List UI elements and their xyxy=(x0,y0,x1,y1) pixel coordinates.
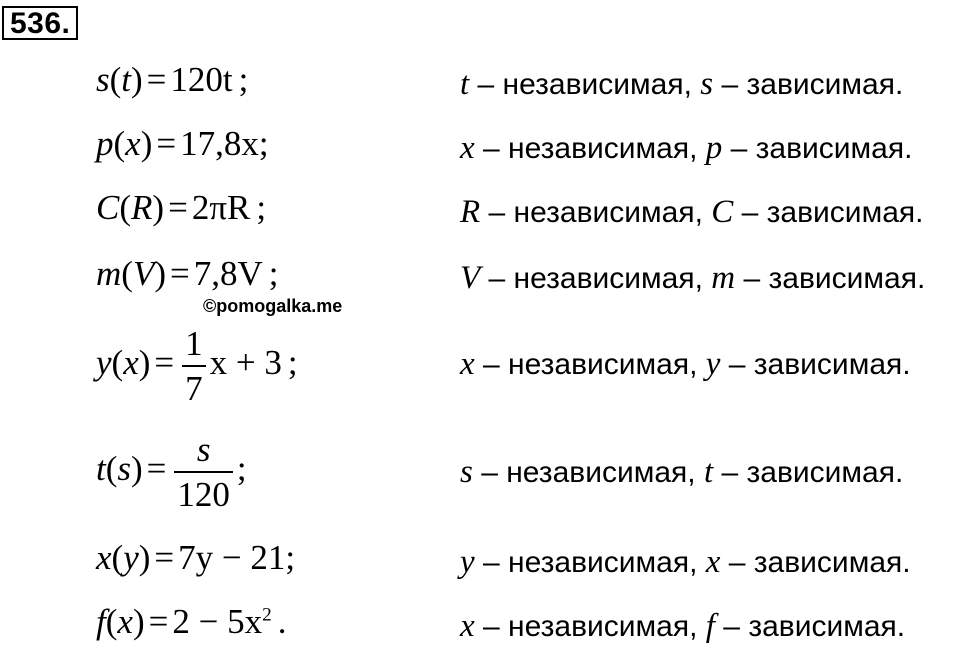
comma: , xyxy=(694,196,703,229)
function-name: s xyxy=(96,60,110,99)
dependent-variable: s xyxy=(700,66,714,102)
dash: – xyxy=(488,262,506,295)
dependent-variable: y xyxy=(705,346,721,382)
dash: – xyxy=(483,132,500,165)
independent-label: независимая xyxy=(502,68,684,101)
variable-description xyxy=(460,66,903,102)
independent-variable: t xyxy=(460,66,470,102)
variable-description xyxy=(460,544,911,580)
argument: R xyxy=(131,188,153,227)
independent-variable: R xyxy=(460,194,481,230)
formula-tail: ; xyxy=(238,60,249,99)
dash: – xyxy=(477,68,495,101)
dependent-label: зависимая. xyxy=(768,262,926,295)
exponent: 2 xyxy=(262,604,272,626)
list-item xyxy=(0,190,960,260)
variable-description xyxy=(460,454,903,490)
formula-rhs: 2 − 5x xyxy=(172,602,263,641)
formula-tail: ; xyxy=(256,188,267,227)
dash: – xyxy=(743,262,761,295)
argument: x xyxy=(125,124,141,163)
formula: y(x) = $\frac{1}{7}$ x + 3 ; xyxy=(96,324,298,408)
argument: x xyxy=(123,343,139,383)
independent-variable: y xyxy=(460,544,475,580)
argument: t xyxy=(121,60,132,99)
fraction xyxy=(182,326,206,406)
variable-description xyxy=(460,194,923,230)
fraction-denominator: 7 xyxy=(185,369,203,408)
dash: – xyxy=(728,348,746,381)
argument: x xyxy=(117,602,133,641)
list-item xyxy=(0,540,960,610)
argument: s xyxy=(117,449,132,489)
formula: $f(x) = 2 - 5x^2$ . xyxy=(96,602,287,641)
list-item xyxy=(0,326,960,406)
list-item xyxy=(0,126,960,196)
argument: V xyxy=(132,254,155,293)
formula-tail: ; xyxy=(258,124,269,163)
dash: – xyxy=(481,456,498,489)
variable-description xyxy=(460,130,912,166)
independent-variable: x xyxy=(460,608,475,644)
fraction xyxy=(174,432,233,512)
dash: – xyxy=(723,610,740,643)
dependent-label: зависимая. xyxy=(755,132,913,165)
formula: p(x) = 17,8x; xyxy=(96,124,269,163)
dependent-variable: t xyxy=(703,454,714,490)
dependent-label: зависимая. xyxy=(748,610,906,643)
independent-label: независимая xyxy=(513,262,695,295)
formula-tail: . xyxy=(277,602,287,641)
independent-label: независимая xyxy=(508,132,690,165)
dash: – xyxy=(488,196,506,229)
formula-rhs: 17,8x xyxy=(180,124,259,163)
formula: s(t) = 120t ; xyxy=(96,60,249,99)
formula-rhs: 120t xyxy=(170,60,233,99)
function-name: y xyxy=(96,343,112,383)
comma: , xyxy=(694,262,703,295)
dependent-label: зависимая. xyxy=(746,456,904,489)
dash: – xyxy=(483,546,500,579)
independent-label: независимая xyxy=(506,456,688,489)
function-name: p xyxy=(96,124,114,163)
formula: C(R) = 2πR ; xyxy=(96,188,267,227)
dash: – xyxy=(741,196,759,229)
dependent-label: зависимая. xyxy=(766,196,924,229)
formula-tail: ; xyxy=(236,449,247,489)
dependent-variable: p xyxy=(705,130,723,166)
independent-variable: x xyxy=(460,130,475,166)
independent-label: независимая xyxy=(508,546,690,579)
dependent-variable: m xyxy=(711,260,736,296)
function-name: C xyxy=(96,188,120,227)
comma: , xyxy=(683,68,692,101)
comma: , xyxy=(689,610,698,643)
independent-label: независимая xyxy=(508,610,690,643)
independent-variable: V xyxy=(460,260,481,296)
function-name: f xyxy=(96,602,106,641)
independent-variable: s xyxy=(460,454,473,490)
dash: – xyxy=(728,546,746,579)
formula-rhs: 7y − 21 xyxy=(178,538,286,577)
dependent-label: зависимая. xyxy=(753,546,911,579)
comma: , xyxy=(689,348,698,381)
variable-description xyxy=(460,346,911,382)
comma: , xyxy=(689,132,698,165)
dependent-variable: f xyxy=(705,608,715,644)
formula-tail: ; xyxy=(287,343,298,383)
function-name: x xyxy=(96,538,112,577)
formula: x(y) = 7y − 21; xyxy=(96,538,296,577)
function-name: t xyxy=(96,449,106,489)
fraction-numerator: s xyxy=(174,432,233,473)
dash: – xyxy=(483,610,500,643)
formula: m(V) = 7,8V ; xyxy=(96,254,279,293)
list-item xyxy=(0,62,960,132)
dash: – xyxy=(721,68,739,101)
independent-label: независимая xyxy=(513,196,695,229)
list-item xyxy=(0,432,960,516)
dependent-variable: C xyxy=(711,194,734,230)
fraction-numerator: 1 xyxy=(182,326,206,367)
function-name: m xyxy=(96,254,122,293)
independent-variable: x xyxy=(460,346,475,382)
list-item xyxy=(0,256,960,326)
list-item xyxy=(0,604,960,648)
fraction-denominator: 120 xyxy=(177,475,230,514)
dash: – xyxy=(721,456,739,489)
dependent-variable: x xyxy=(705,544,721,580)
formula-tail: ; xyxy=(268,254,279,293)
dependent-label: зависимая. xyxy=(746,68,904,101)
formula-rhs: x + 3 xyxy=(209,343,282,383)
formula: t(s) = $\frac{s}{120}$ ; xyxy=(96,430,247,514)
comma: , xyxy=(689,546,698,579)
argument: y xyxy=(123,538,139,577)
formula-rhs: 7,8V xyxy=(193,254,263,293)
formula-rhs: 2πR xyxy=(191,188,251,227)
independent-label: независимая xyxy=(508,348,690,381)
variable-description xyxy=(460,608,905,644)
formula-tail: ; xyxy=(285,538,296,577)
watermark: ©pomogalka.me xyxy=(203,296,343,316)
comma: , xyxy=(687,456,696,489)
problem-number: 536. xyxy=(2,6,78,40)
dependent-label: зависимая. xyxy=(753,348,911,381)
dash: – xyxy=(483,348,500,381)
variable-description xyxy=(460,260,925,296)
dash: – xyxy=(730,132,748,165)
